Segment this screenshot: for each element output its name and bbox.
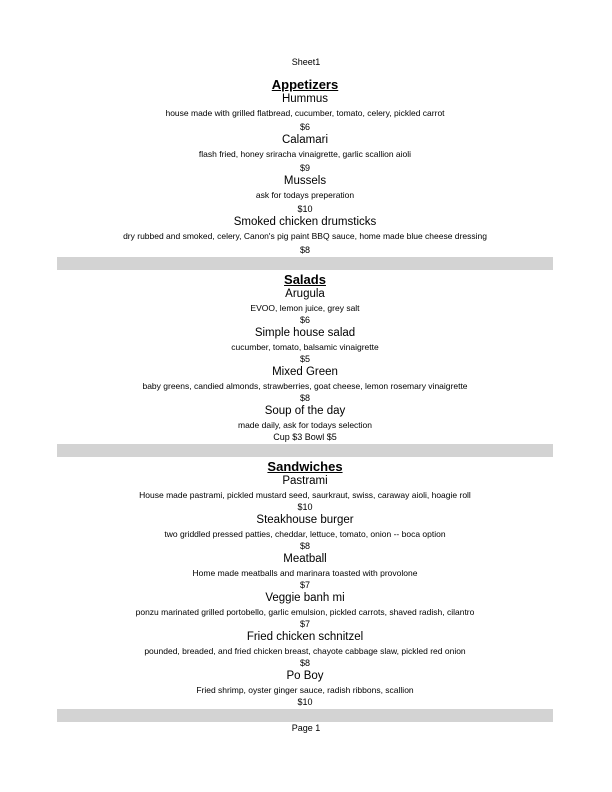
section-title: Sandwiches: [267, 459, 343, 474]
item-description: ask for todays preperation: [255, 190, 355, 200]
item-name: Smoked chicken drumsticks: [233, 216, 377, 228]
item-description: EVOO, lemon juice, grey salt: [250, 303, 360, 313]
menu-item-soup-of-the-day: [57, 404, 553, 443]
item-price: $8: [299, 541, 310, 551]
section-salads: [57, 271, 553, 443]
menu-item-hummus: [57, 92, 553, 133]
item-name: Meatball: [283, 553, 327, 565]
menu-item-fried-chicken-schnitzel: [57, 630, 553, 669]
item-name: Hummus: [281, 93, 328, 105]
page-number-footer: Page 1: [291, 723, 321, 733]
item-name: Fried chicken schnitzel: [246, 631, 364, 643]
item-description: baby greens, candied almonds, strawberries, goat cheese, lemon rosemary vinaigrette: [142, 381, 468, 391]
menu-item-veggie-banh-mi: [57, 591, 553, 630]
item-description: House made pastrami, pickled mustard seed, saurkraut, swiss, caraway aioli, hoagie roll: [139, 490, 471, 500]
section-divider: [57, 257, 553, 270]
item-price: $8: [299, 658, 310, 668]
menu-body: [57, 76, 553, 723]
item-description: two griddled pressed patties, cheddar, lettuce, tomato, onion -- boca option: [164, 529, 446, 539]
menu-item-calamari: [57, 133, 553, 174]
item-price: $8: [299, 245, 310, 255]
item-name: Steakhouse burger: [256, 514, 354, 526]
menu-item-simple-house-salad: [57, 326, 553, 365]
item-price: $7: [299, 619, 310, 629]
item-price: $7: [299, 580, 310, 590]
item-price: $8: [299, 393, 310, 403]
menu-item-po-boy: [57, 669, 553, 708]
section-title: Salads: [284, 272, 326, 287]
menu-item-pastrami: [57, 474, 553, 513]
item-name: Soup of the day: [264, 405, 346, 417]
item-description: pounded, breaded, and fried chicken breast, chayote cabbage slaw, pickled red onion: [144, 646, 466, 656]
menu-item-mussels: [57, 174, 553, 215]
sheet-name-header: Sheet1: [291, 57, 321, 67]
menu-item-arugula: [57, 287, 553, 326]
menu-item-steakhouse-burger: [57, 513, 553, 552]
item-price: $10: [297, 697, 313, 707]
item-description: Fried shrimp, oyster ginger sauce, radish ribbons, scallion: [196, 685, 414, 695]
section-sandwiches: [57, 458, 553, 708]
item-description: made daily, ask for todays selection: [237, 420, 373, 430]
item-name: Mixed Green: [272, 366, 338, 378]
menu-item-smoked-chicken-drumsticks: [57, 215, 553, 256]
item-price: $6: [299, 122, 310, 132]
section-divider: [57, 709, 553, 722]
item-price: $5: [299, 354, 310, 364]
item-name: Veggie banh mi: [265, 592, 345, 604]
item-price: $10: [297, 204, 313, 214]
item-description: cucumber, tomato, balsamic vinaigrette: [231, 342, 379, 352]
section-divider: [57, 444, 553, 457]
item-price: $6: [299, 315, 310, 325]
item-name: Pastrami: [282, 475, 328, 487]
item-name: Simple house salad: [254, 327, 356, 339]
item-description: Home made meatballs and marinara toasted with provolone: [192, 568, 418, 578]
item-name: Mussels: [283, 175, 327, 187]
item-description: ponzu marinated grilled portobello, garlic emulsion, pickled carrots, shaved radish, cilantro: [135, 607, 475, 617]
item-description: dry rubbed and smoked, celery, Canon's pig paint BBQ sauce, home made blue cheese dressing: [123, 231, 487, 241]
item-price: Cup $3 Bowl $5: [273, 432, 337, 442]
item-price: $9: [299, 163, 310, 173]
item-name: Arugula: [285, 288, 325, 300]
item-description: flash fried, honey sriracha vinaigrette, garlic scallion aioli: [198, 149, 412, 159]
section-appetizers: [57, 76, 553, 256]
menu-item-meatball: [57, 552, 553, 591]
item-name: Calamari: [281, 134, 328, 146]
item-description: house made with grilled flatbread, cucumber, tomato, celery, pickled carrot: [165, 108, 445, 118]
menu-item-mixed-green: [57, 365, 553, 404]
item-price: $10: [297, 502, 313, 512]
section-title: Appetizers: [271, 77, 339, 92]
item-name: Po Boy: [286, 670, 324, 682]
